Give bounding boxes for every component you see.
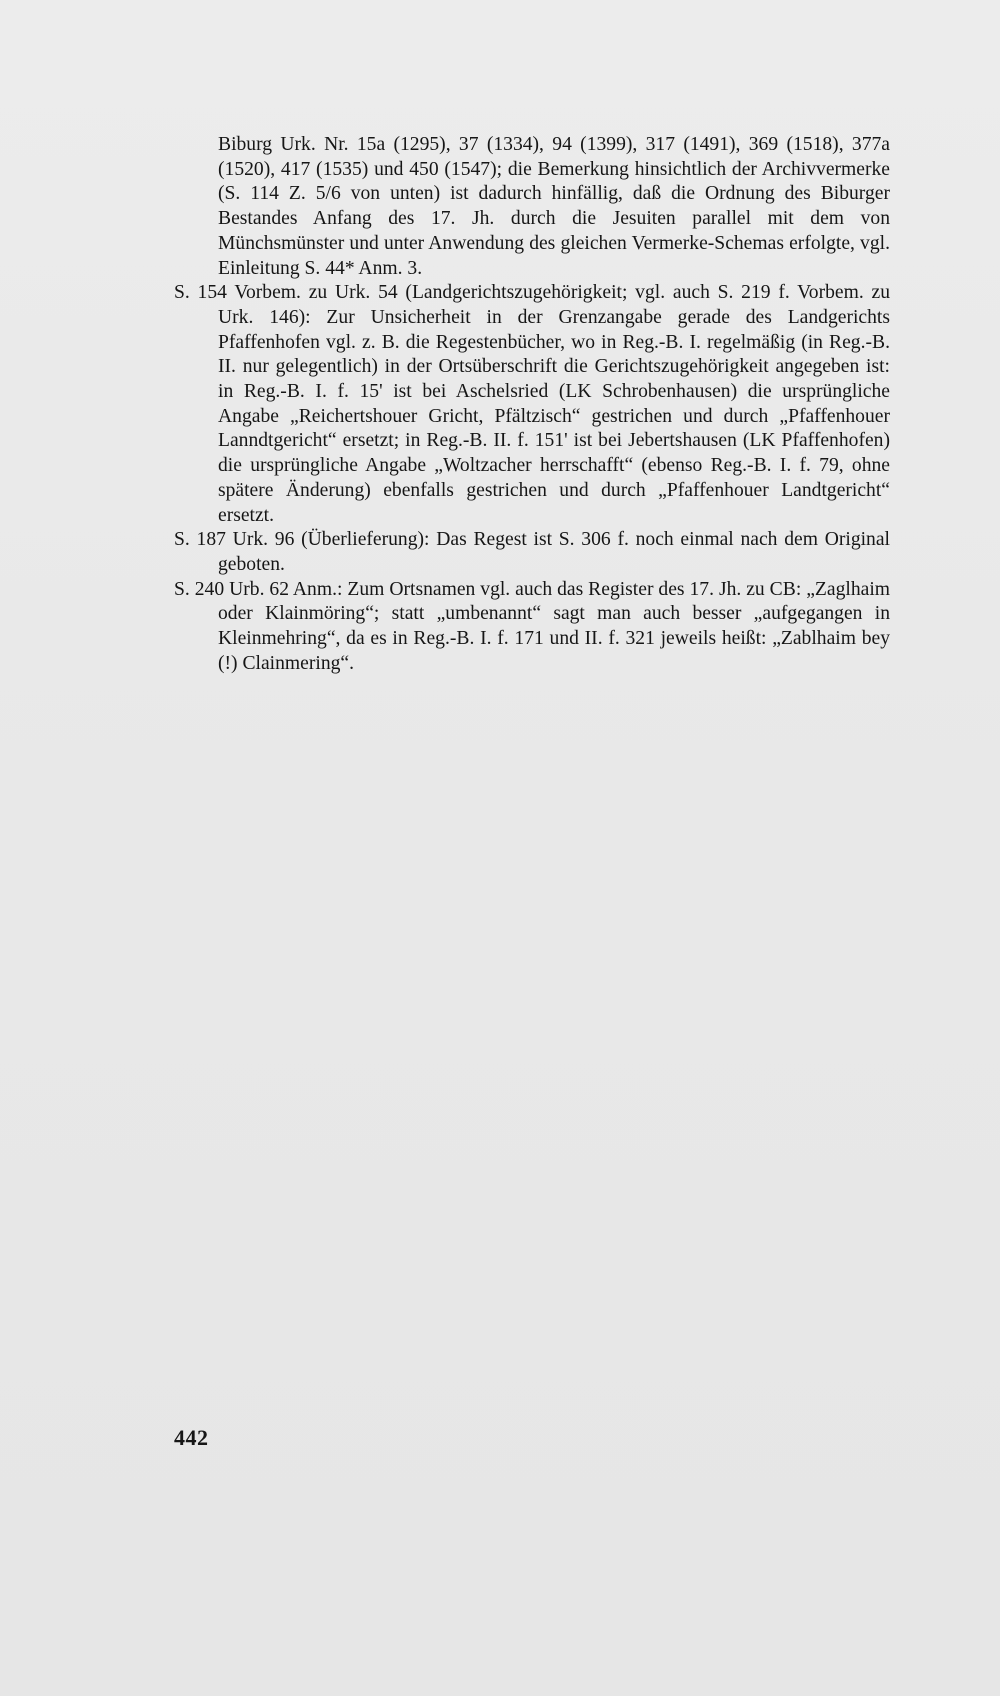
page-number: 442 [174, 1425, 209, 1450]
entry-s240: S. 240 Urb. 62 Anm.: Zum Ortsnamen vgl. auch das Register des 17. Jh. zu CB: „Zaglhaim oder Klainmöring“; statt „umbenannt“ sagt man auch besser „aufgegangen in Kleinmehring“, da es in Reg.-B. I. f. 171 und II. f. 321 jeweils heißt: „Zablhaim bey (!) Clainmering“. [174, 578, 890, 674]
entry-s154: S. 154 Vorbem. zu Urk. 54 (Landgerichtszugehörigkeit; vgl. auch S. 219 f. Vorbem. zu Urk. 146): Zur Unsicherheit in der Grenzangabe gerade des Landgerichts Pfaffenhofen vgl. z. B. die Regestenbücher, wo in Reg.-B. I. regelmäßig (in Reg.-B. II. nur gelegentlich) in der Ortsüberschrift die Gerichtszugehörigkeit angegeben ist: in Reg.-B. I. f. 15' ist bei Aschelsried (LK Schrobenhausen) die ursprüngliche Angabe „Reichertshouer Gricht, Pfältzisch“ gestrichen und durch „Pfaffenhouer Lanndtgericht“ ersetzt; in Reg.-B. II. f. 151' ist bei Jebertshausen (LK Pfaffenhofen) die ursprüngliche Angabe „Woltzacher herrschafft“ (ebenso Reg.-B. I. f. 79, ohne spätere Änderung) ebenfalls gestrichen und durch „Pfaffenhouer Landtgericht“ ersetzt. [174, 282, 890, 526]
entry-biburg: Biburg Urk. Nr. 15a (1295), 37 (1334), 94 (1399), 317 (1491), 369 (1518), 377a (1520), 417 (1535) und 450 (1547); die Bemerkung hinsichtlich der Archivvermerke (S. 114 Z. 5/6 von unten) ist dadurch hinfällig, daß die Ordnung des Biburger Bestandes Anfang des 17. Jh. durch die Jesuiten parallel mit dem von Münchsmünster und unter Anwendung des gleichen Vermerke-Schemas erfolgte, vgl. Einleitung S. 44* Anm. 3. [218, 134, 890, 279]
corrigenda-text [174, 133, 890, 676]
entry-s187: S. 187 Urk. 96 (Überlieferung): Das Regest ist S. 306 f. noch einmal nach dem Original geboten. [174, 529, 890, 575]
